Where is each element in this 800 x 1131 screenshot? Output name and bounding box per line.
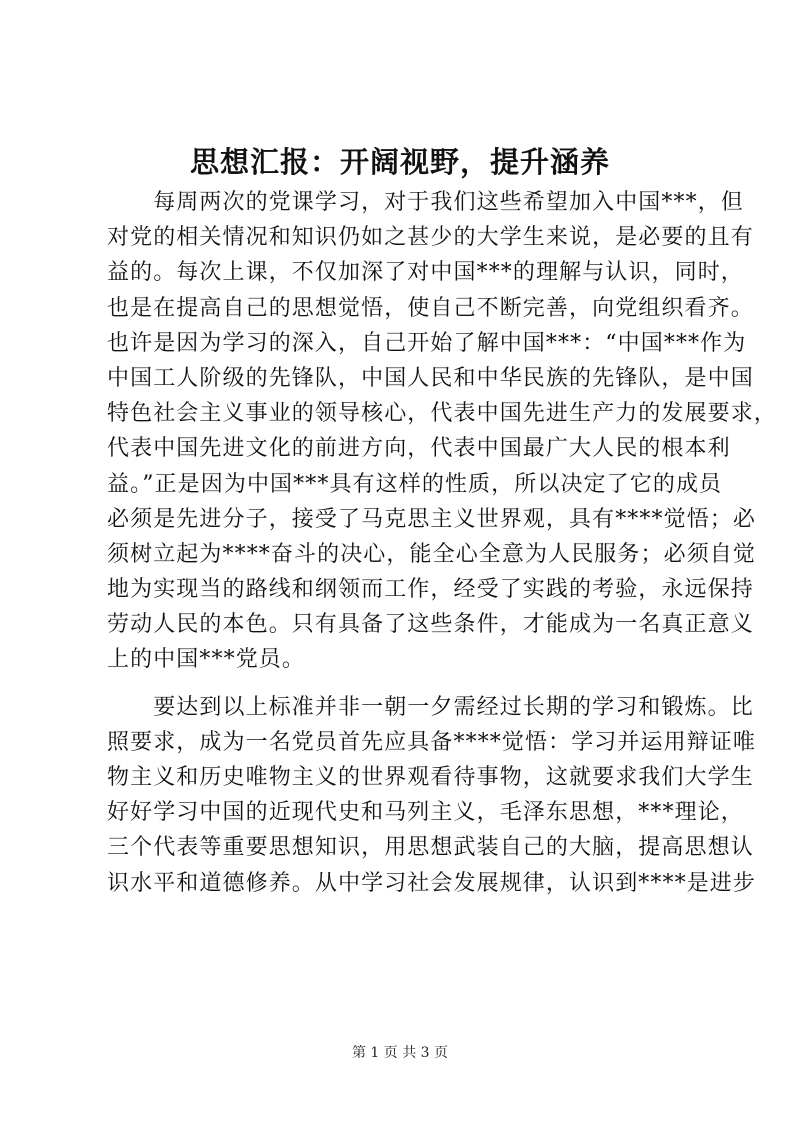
text-line: 益。”正是因为中国***具有这样的性质，所以决定了它的成员	[107, 471, 723, 497]
text-line: 也许是因为学习的深入，自己开始了解中国***：“中国***作为	[107, 330, 747, 356]
text-line: 每周两次的党课学习，对于我们这些希望加入中国***，但	[107, 190, 744, 215]
document-title: 思想汇报：开阔视野，提升涵养	[189, 145, 610, 179]
text-line: 中国工人阶级的先锋队，中国人民和中华民族的先锋队，是中国	[107, 365, 754, 391]
text-line: 物主义和历史唯物主义的世界观看待事物，这就要求我们大学生	[107, 765, 754, 790]
document-body	[107, 185, 777, 901]
paragraph-2	[107, 690, 757, 901]
text-line: 三个代表等重要思想知识，用思想武装自己的大脑，提高思想认	[107, 835, 754, 861]
text-line: 代表中国先进文化的前进方向，代表中国最广大人民的根本利	[107, 436, 731, 462]
paragraph-1	[107, 185, 777, 678]
text-line: 必须是先进分子，接受了马克思主义世界观，具有****觉悟；必	[107, 506, 757, 532]
page-footer: 第 1 页 共 3 页	[351, 1045, 449, 1061]
text-line: 地为实现当的路线和纲领而工作，经受了实践的考验，永远保持	[107, 577, 754, 603]
text-line: 好好学习中国的近现代史和马列主义，毛泽东思想，***理论，	[107, 800, 744, 826]
text-line: 须树立起为****奋斗的决心，能全心全意为人民服务；必须自觉	[107, 541, 757, 567]
text-line: 识水平和道德修养。从中学习社会发展规律，认识到****是进步	[107, 870, 757, 896]
text-line: 要达到以上标准并非一朝一夕需经过长期的学习和锻炼。比	[107, 694, 754, 720]
text-line: 上的中国***党员。	[107, 647, 306, 673]
text-line: 益的。每次上课，不仅加深了对中国***的理解与认识，同时，	[107, 260, 744, 286]
text-line: 劳动人民的本色。只有具备了这些条件，才能成为一名真正意义	[107, 612, 754, 638]
text-line: 照要求，成为一名党员首先应具备****觉悟：学习并运用辩证唯	[107, 729, 757, 755]
text-line: 特色社会主义事业的领导核心，代表中国先进生产力的发展要求，	[107, 401, 777, 427]
text-line: 对党的相关情况和知识仍如之甚少的大学生来说，是必要的且有	[107, 225, 754, 251]
text-line: 也是在提高自己的思想觉悟，使自己不断完善，向党组织看齐。	[107, 295, 754, 321]
paragraph-spacing	[107, 678, 707, 690]
